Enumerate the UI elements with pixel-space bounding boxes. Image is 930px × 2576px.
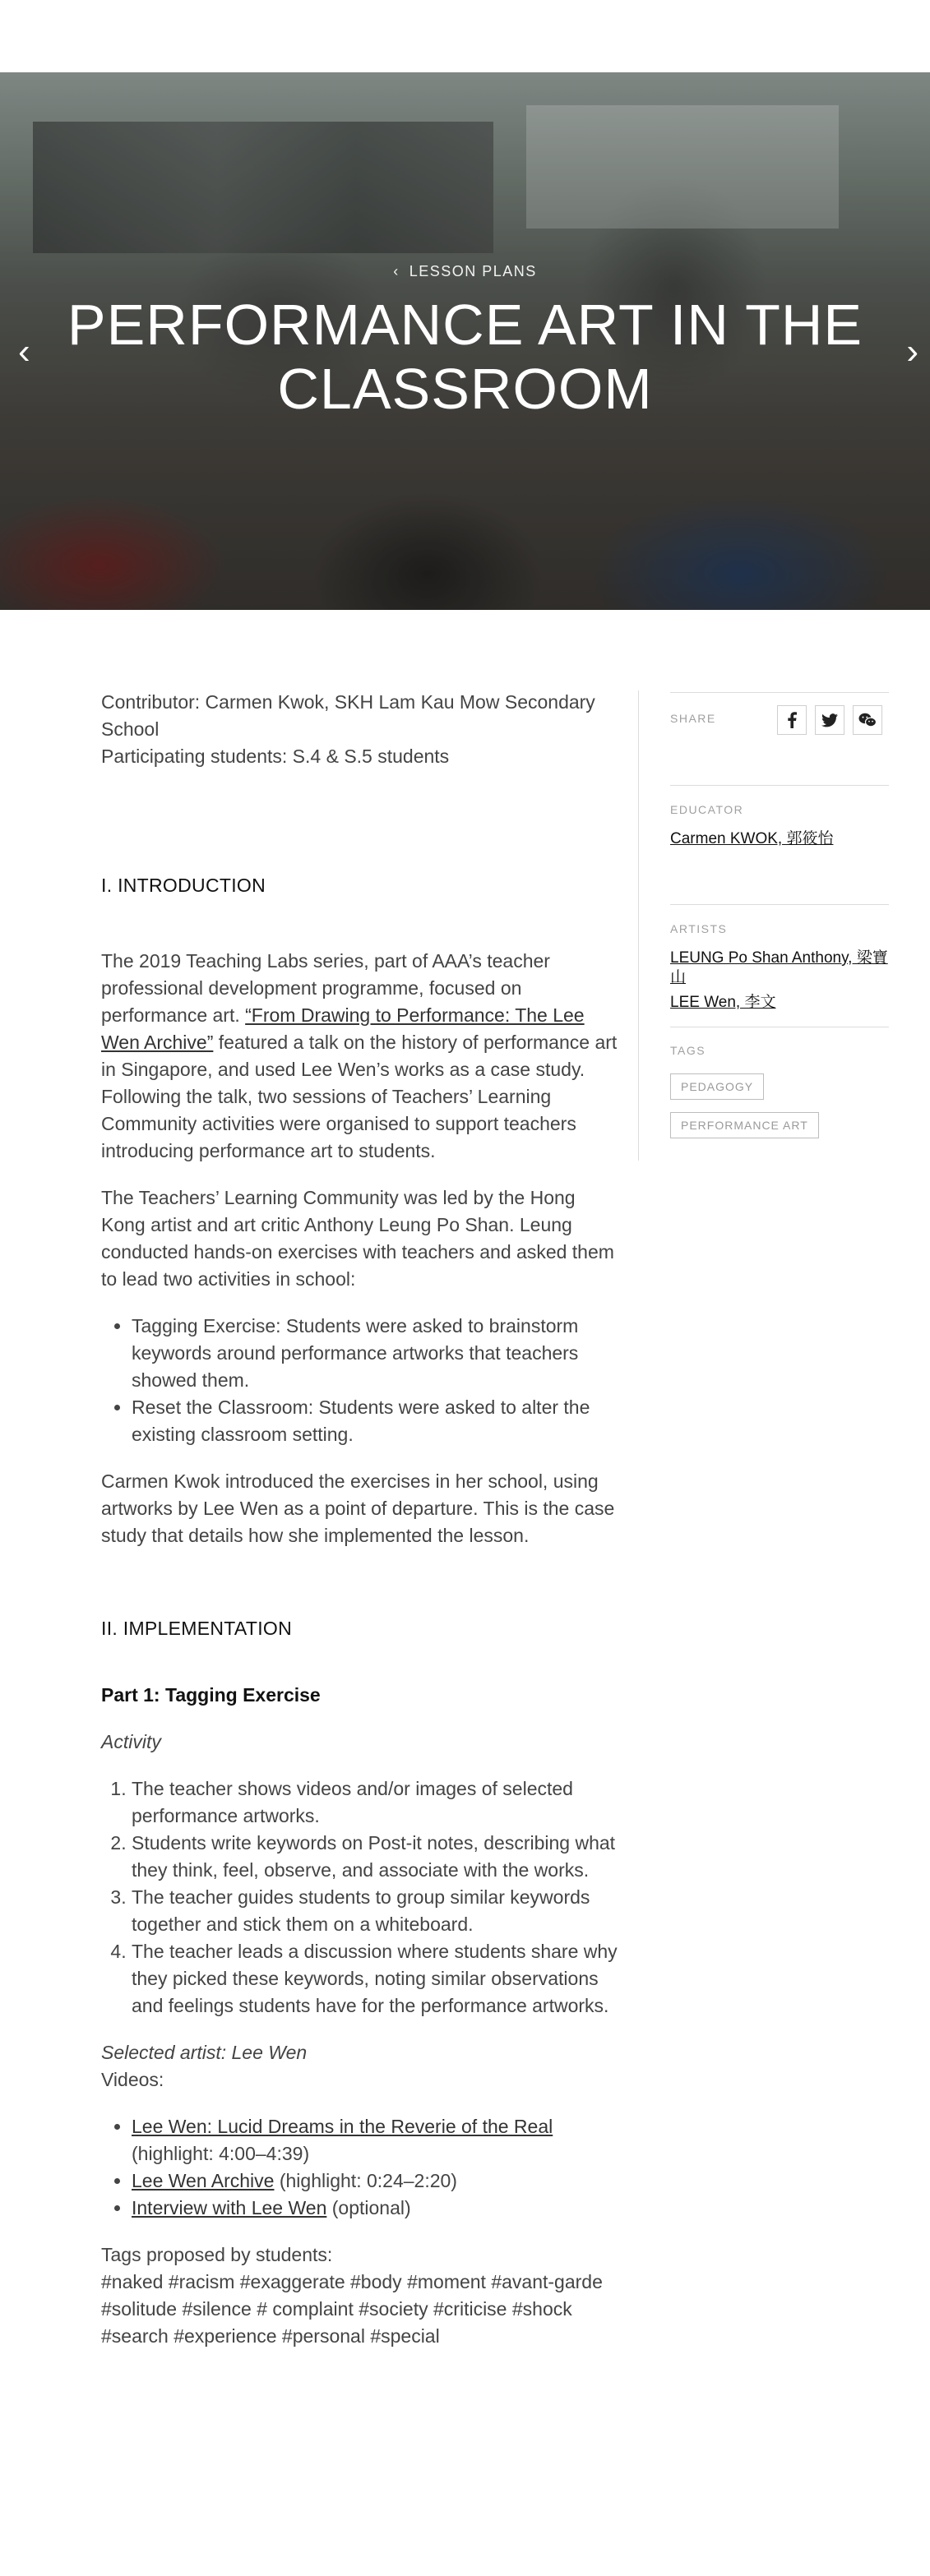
- section-heading-implementation: II. IMPLEMENTATION: [101, 1618, 293, 1639]
- participants-text: Participating students: S.4 & S.5 students: [101, 746, 450, 767]
- video-link[interactable]: Lee Wen Archive: [132, 2170, 275, 2191]
- list-item: 2. Students write keywords on Post-it notes, describing what they think, feel, observe, and associate with the works.: [132, 1830, 618, 1884]
- intro-p1-text: The 2019 Teaching Labs series, part of AAA’s teacher professional development programme, focused on performance art.: [101, 950, 550, 1026]
- intro-paragraph-2: The Teachers’ Learning Community was led by the Hong Kong artist and art critic Anthony Leung Po Shan. Leung conducted hands-on exercises with teachers and asked them to lead two activities in school:: [101, 1187, 614, 1290]
- page-title: [49, 293, 881, 421]
- video-note: (highlight: 0:24–2:20): [274, 2170, 457, 2191]
- artist-item: [670, 949, 889, 988]
- activity-steps: [101, 1775, 618, 2020]
- artist-item: [670, 993, 889, 1013]
- activity-label: Activity: [101, 1731, 161, 1752]
- intro-paragraph-3: Carmen Kwok introduced the exercises in her school, using artworks by Lee Wen as a point of departure. This is the case study that details how she implemented the lesson.: [101, 1470, 615, 1546]
- student-tags-line: #naked #racism #exaggerate #body #moment #avant-garde: [101, 2271, 603, 2292]
- list-item: 4. The teacher leads a discussion where students share why they picked these keywords, noting similar observations and feelings students have for the performance artworks.: [132, 1938, 618, 2020]
- artists-list: [670, 949, 889, 1013]
- video-link[interactable]: Interview with Lee Wen: [132, 2197, 327, 2218]
- facebook-icon[interactable]: [777, 705, 807, 735]
- wechat-icon[interactable]: [853, 705, 882, 735]
- share-buttons: [777, 705, 882, 735]
- list-item: [132, 2167, 618, 2195]
- student-tags-line: #search #experience #personal #special: [101, 2325, 440, 2347]
- intro-paragraph-1: [101, 948, 618, 1165]
- slide-next-icon[interactable]: ›: [906, 331, 918, 372]
- list-item: [132, 2113, 618, 2167]
- divider: [670, 692, 889, 693]
- divider: [670, 785, 889, 786]
- archive-talk-link[interactable]: “From Drawing to Performance: The Lee Wen Archive”: [101, 1004, 585, 1053]
- part1-heading: Part 1: Tagging Exercise: [101, 1684, 321, 1706]
- tag-list: [670, 1073, 889, 1100]
- chevron-left-icon: ‹: [393, 263, 400, 279]
- sidebar-divider: [638, 690, 639, 1161]
- tag-performance-art[interactable]: PERFORMANCE ART: [670, 1112, 819, 1138]
- video-link[interactable]: Lee Wen: Lucid Dreams in the Reverie of the Real: [132, 2116, 553, 2137]
- tags-proposed-label: Tags proposed by students:: [101, 2244, 333, 2265]
- tag-list: [670, 1112, 889, 1138]
- selected-artist: Selected artist: Lee Wen: [101, 2042, 308, 2063]
- slide-prev-icon[interactable]: ‹: [18, 331, 30, 372]
- tag-pedagogy[interactable]: PEDAGOGY: [670, 1073, 764, 1100]
- educator-label: EDUCATOR: [670, 803, 744, 816]
- artist-link[interactable]: LEE Wen, 李文: [670, 994, 776, 1011]
- breadcrumb[interactable]: [0, 263, 930, 280]
- divider: [670, 904, 889, 905]
- intro-p1-text-after: featured a talk on the history of performance art in Singapore, and used Lee Wen’s works as a case study. Following the talk, two sessions of Teachers’ Learning Community activities were organised to support teachers introducing performance art to students.: [101, 1032, 618, 1161]
- article-body: [101, 689, 618, 2350]
- list-item: • Reset the Classroom: Students were asked to alter the existing classroom setting.: [132, 1394, 618, 1448]
- page-title-line-2: CLASSROOM: [277, 357, 653, 421]
- list-item: 1. The teacher shows videos and/or images of selected performance artworks.: [132, 1775, 618, 1830]
- educator-item: [670, 829, 889, 849]
- twitter-icon[interactable]: [815, 705, 844, 735]
- contributor-text: Contributor: Carmen Kwok, SKH Lam Kau Mow Secondary School: [101, 691, 595, 740]
- student-tags-line: #solitude #silence # complaint #society #criticise #shock: [101, 2298, 572, 2320]
- section-heading-introduction: I. INTRODUCTION: [101, 875, 266, 896]
- video-note: (optional): [326, 2197, 411, 2218]
- hero-banner: [0, 72, 930, 610]
- breadcrumb-label[interactable]: LESSON PLANS: [409, 263, 537, 279]
- tags-label: TAGS: [670, 1044, 706, 1057]
- page-title-line-1: PERFORMANCE ART IN THE: [67, 293, 863, 357]
- video-note: (highlight: 4:00–4:39): [132, 2143, 310, 2164]
- artist-link[interactable]: LEUNG Po Shan Anthony, 梁寶山: [670, 949, 888, 986]
- list-item: 3. The teacher guides students to group similar keywords together and stick them on a whiteboard.: [132, 1884, 618, 1938]
- share-label: SHARE: [670, 712, 716, 725]
- activities-list: [101, 1313, 618, 1448]
- list-item: [132, 2195, 618, 2222]
- videos-list: [101, 2113, 618, 2222]
- videos-label: Videos:: [101, 2069, 164, 2090]
- list-item: • Tagging Exercise: Students were asked to brainstorm keywords around performance artworks that teachers showed them.: [132, 1313, 618, 1394]
- educator-link[interactable]: Carmen KWOK, 郭筱怡: [670, 830, 834, 847]
- artists-label: ARTISTS: [670, 922, 728, 935]
